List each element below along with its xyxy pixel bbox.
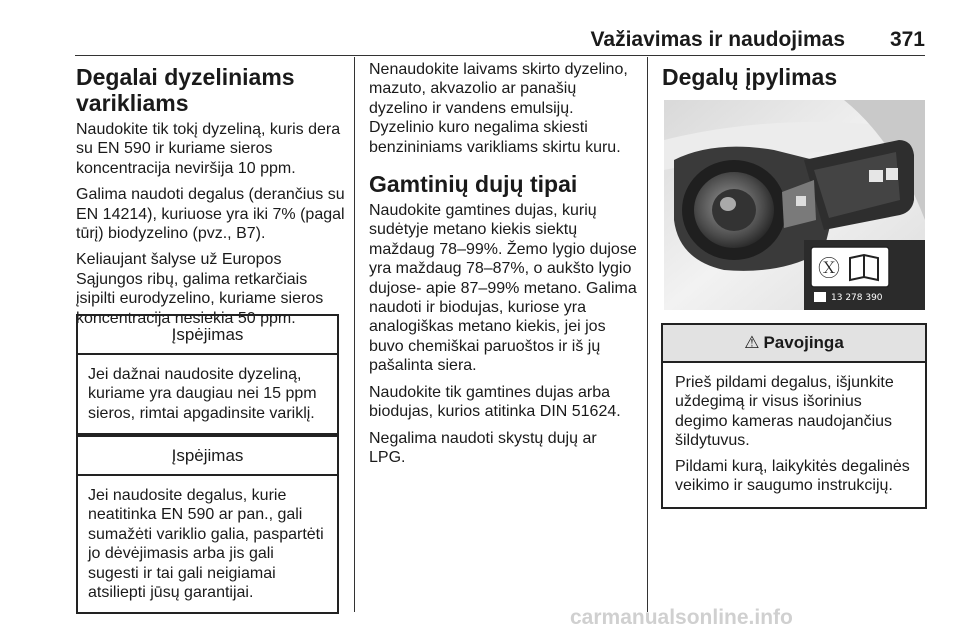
paragraph: Keliaujant šalyse už Europos Sąjungos ribų, galima retkarčiais įsipilti eurodyzelino, kuriame sieros koncentracija nesiekia 50 ppm.	[76, 251, 324, 327]
paragraph: Naudokite gamtines dujas, kurių sudėtyje metano kiekis siektų maždaug 78–99%. Žemo lygio dujose yra maždaug 78–87%, o aukšto lygio dujose- apie 87–99% metano. Galima naudoti ir biodujas, kuriose yra analogiškas metano kiekis, jei jos buvo chemiškai paruoštos ir iš jų pašalinta siera.	[369, 202, 637, 375]
column-1	[76, 60, 346, 335]
paragraph: Naudokite tik tokį dyzeliną, kuris dera su EN 590 ir kuriame sieros koncentracija neviršija 10 ppm.	[76, 121, 341, 177]
danger-text	[663, 363, 925, 507]
paragraph: Negalima naudoti skystų dujų ar LPG.	[369, 429, 597, 466]
paragraph: Dyzelinio kuro negalima skiesti benzininiams varikliams skirtu kuru.	[369, 119, 621, 156]
section-heading-diesel: Degalai dyzeliniams varikliams	[76, 64, 295, 116]
section-heading-natural-gas: Gamtinių dujų tipai	[369, 171, 578, 198]
svg-text:Ⓧ: Ⓧ	[818, 257, 841, 282]
column-divider	[354, 57, 355, 612]
warning-title: Įspėjimas	[78, 437, 337, 476]
paragraph: Naudokite tik gamtines dujas arba biodujas, kurios atitinka DIN 51624.	[369, 383, 621, 421]
warning-text: Jei naudosite degalus, kurie neatitinka EN 590 ar pan., gali sumažėti variklio galia, paspartėti jo dėvėjimasis arba jis gali sugesti ir tai gali neigiamai atsiliepti jūsų garantijai.	[88, 487, 324, 602]
column-divider	[647, 57, 648, 612]
paragraph: Nenaudokite laivams skirto dyzelino, mazuto, akvazolio ar panašių dyzelino ir vandens emulsijų.	[369, 61, 628, 117]
header-rule	[75, 55, 925, 56]
header-title: Važiavimas ir naudojimas	[590, 28, 845, 51]
danger-header	[663, 325, 925, 363]
warning-title: Įspėjimas	[78, 316, 337, 355]
fuel-filler-illustration	[664, 100, 925, 310]
page-number: 371	[889, 28, 925, 51]
danger-box	[661, 323, 927, 509]
warning-text: Jei dažnai naudosite dyzeliną, kuriame yra daugiau nei 15 ppm sieros, rimtai apgadinsite variklį.	[88, 366, 317, 422]
paragraph: Prieš pildami degalus, išjunkite uždegimą ir visus išorinius degimo kameras naudojančius šildytuvus.	[675, 374, 894, 450]
section-heading-refuelling: Degalų įpylimas	[662, 64, 838, 90]
paragraph: Galima naudoti degalus (derančius su EN 14214), kuriuose yra iki 7% (pagal tūrį) biodyzelino (pvz., B7).	[76, 186, 345, 243]
column-3	[662, 60, 924, 94]
column-2	[369, 60, 637, 474]
paragraph: Pildami kurą, laikykitės degalinės veikimo ir saugumo instrukcijų.	[675, 457, 910, 495]
warning-box-2	[76, 435, 339, 614]
warning-triangle-icon: ⚠	[744, 333, 760, 352]
figure-code: 13 278 390	[831, 293, 883, 303]
warning-box-1	[76, 314, 339, 435]
watermark: carmanualsonline.info	[570, 606, 793, 629]
page-header	[75, 28, 925, 54]
danger-title: Pavojinga	[763, 333, 844, 352]
